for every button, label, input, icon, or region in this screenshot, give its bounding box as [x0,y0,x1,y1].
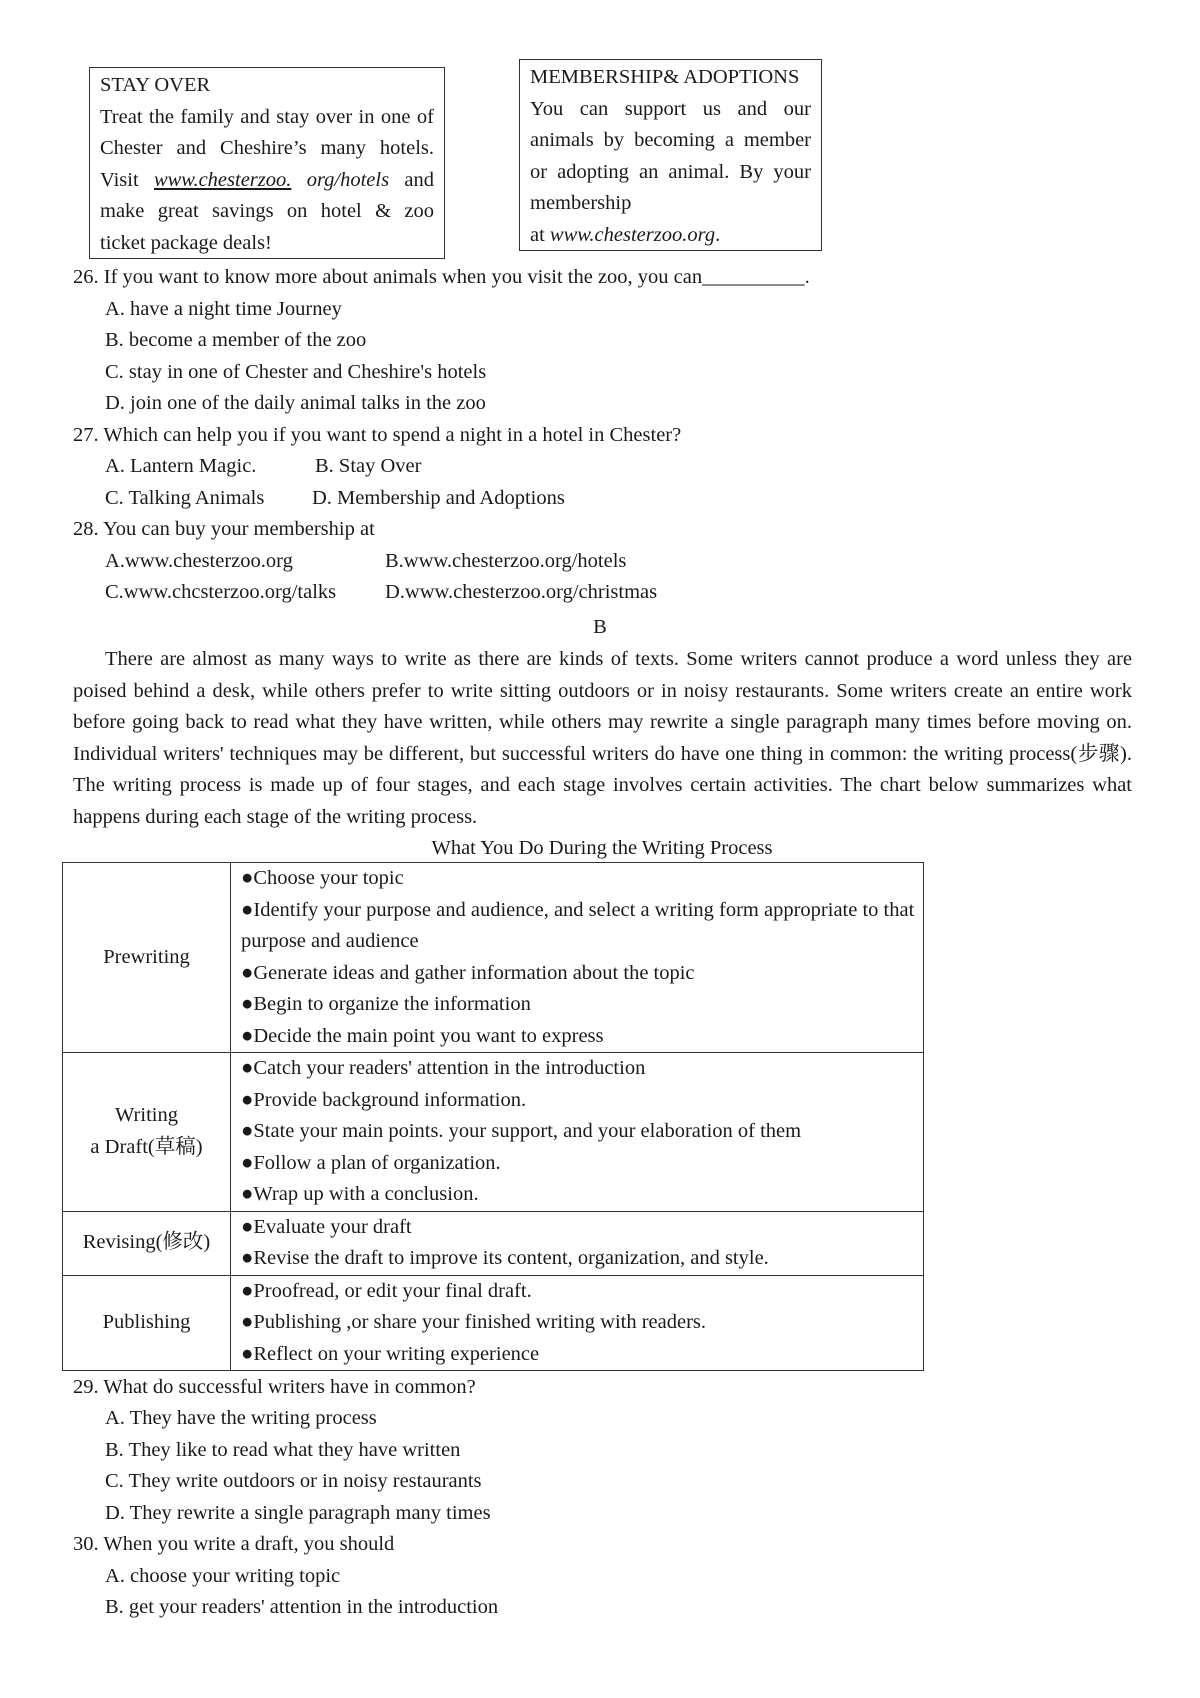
passage-b: There are almost as many ways to write as there are kinds of texts. Some writers cannot produce a word unless they are poised behind a desk, while others prefer to write sitting outdoors or in noisy restaurants. Some writers create an entire work before going back to read what they have written, while others may rewrite a single paragraph many times before moving on. Individual writers' techniques may be different, but successful writers do have one thing in common: the writing process(步骤). The writing process is made up of four stages, and each stage involves certain activities. The chart below summarizes what happens during each stage of the writing process. [73,648,1132,828]
q28-option-d[interactable]: D.www.chesterzoo.org/christmas [385,581,658,603]
activity-item: ●Begin to organize the information [241,993,531,1015]
activity-item: ●Publishing ,or share your finished writing with readers. [241,1311,707,1333]
hotels-link[interactable]: www.chesterzoo. [153,168,292,191]
stage-label: Prewriting [103,945,190,968]
table-row-writing-draft [63,1053,924,1212]
activity-item: ●Choose your topic [241,867,404,889]
hotels-link-path[interactable]: org/hotels [291,168,390,191]
question-30: 30. When you write a draft, you should [73,1533,395,1555]
q29-option-c[interactable]: C. They write outdoors or in noisy restaurants [105,1470,482,1492]
q27-option-d[interactable]: D. Membership and Adoptions [312,487,565,509]
q27-options-row-2 [105,483,565,515]
membership-text: You can support us and our animals by becoming a member or adopting an animal. By your membership [530,97,811,214]
writing-process-table [62,862,924,1371]
activity-item: ●Evaluate your draft [241,1215,412,1238]
stage-cell [63,1053,231,1212]
q27-option-c[interactable]: C. Talking Animals [105,487,265,509]
q30-option-a[interactable]: A. choose your writing topic [105,1565,341,1587]
activity-item: ●Provide background information. [241,1088,527,1111]
activity-item: ●Identify your purpose and audience, and select a writing form appropriate to that purpose and audience [241,898,915,952]
membership-title: MEMBERSHIP& ADOPTIONS [530,66,800,88]
q27-option-b[interactable]: B. Stay Over [315,455,422,477]
membership-period: . [715,223,721,246]
q28-options-row-1 [105,546,627,578]
q26-option-a[interactable]: A. have a night time Journey [105,298,342,320]
activity-item: ●Decide the main point you want to express [241,1024,604,1047]
q29-option-d[interactable]: D. They rewrite a single paragraph many times [105,1502,491,1524]
activity-item: ●Revise the draft to improve its content, organization, and style. [241,1247,769,1269]
activity-item: ●Reflect on your writing experience [241,1342,540,1365]
activities-cell [231,1053,924,1212]
table-row-prewriting [63,863,924,1053]
question-26: 26. If you want to know more about animals when you visit the zoo, you can__________. [73,266,810,288]
q27-options-row-1 [105,451,422,483]
stage-cell [63,1211,231,1275]
stage-cell [63,1275,231,1371]
q26-option-d[interactable]: D. join one of the daily animal talks in the zoo [105,392,486,414]
activities-cell [231,1211,924,1275]
q28-option-a[interactable]: A.www.chesterzoo.org [105,550,293,572]
stay-over-box [89,67,445,259]
q26-option-b[interactable]: B. become a member of the zoo [105,329,367,351]
q26-option-c[interactable]: C. stay in one of Chester and Cheshire's hotels [105,361,487,383]
activities-cell [231,863,924,1053]
table-row-publishing [63,1275,924,1371]
question-29: 29. What do successful writers have in common? [73,1376,476,1398]
stage-label: Writing [115,1104,178,1127]
q28-option-c[interactable]: C.www.chcsterzoo.org/talks [105,581,337,603]
activity-item: ●Generate ideas and gather information about the topic [241,961,695,984]
q30-option-b[interactable]: B. get your readers' attention in the introduction [105,1596,499,1618]
membership-box [519,59,822,251]
q28-options-row-2 [105,577,658,609]
q28-option-b[interactable]: B.www.chesterzoo.org/hotels [385,550,627,572]
stage-label: a Draft(草稿) [90,1135,203,1158]
question-27: 27. Which can help you if you want to spend a night in a hotel in Chester? [73,424,682,446]
q27-option-a[interactable]: A. Lantern Magic. [105,455,257,477]
activity-item: ●Proofread, or edit your final draft. [241,1279,532,1302]
activity-item: ●Catch your readers' attention in the introduction [241,1057,646,1079]
activities-cell [231,1275,924,1371]
section-b-label: B [593,616,607,638]
stay-over-text-end: and make great savings on hotel & zoo ticket package deals! [100,168,434,254]
activity-item: ●Follow a plan of organization. [241,1151,501,1174]
activity-item: ●State your main points. your support, and your elaboration of them [241,1120,802,1142]
membership-at: at [530,223,550,246]
membership-url[interactable]: www.chesterzoo.org [549,223,716,246]
stay-over-title: STAY OVER [100,74,211,96]
question-28: 28. You can buy your membership at [73,518,375,540]
q29-option-b[interactable]: B. They like to read what they have written [105,1439,461,1461]
table-row-revising [63,1211,924,1275]
table-title: What You Do During the Writing Process [431,837,773,859]
activity-item: ●Wrap up with a conclusion. [241,1183,479,1205]
stage-label: Publishing [102,1311,191,1333]
q29-option-a[interactable]: A. They have the writing process [105,1407,377,1429]
stay-over-text: Treat the family and stay over in one of Chester and Cheshire’s many hotels. Visit [100,105,434,191]
stage-cell [63,863,231,1053]
stage-label: Revising(修改) [82,1231,211,1254]
